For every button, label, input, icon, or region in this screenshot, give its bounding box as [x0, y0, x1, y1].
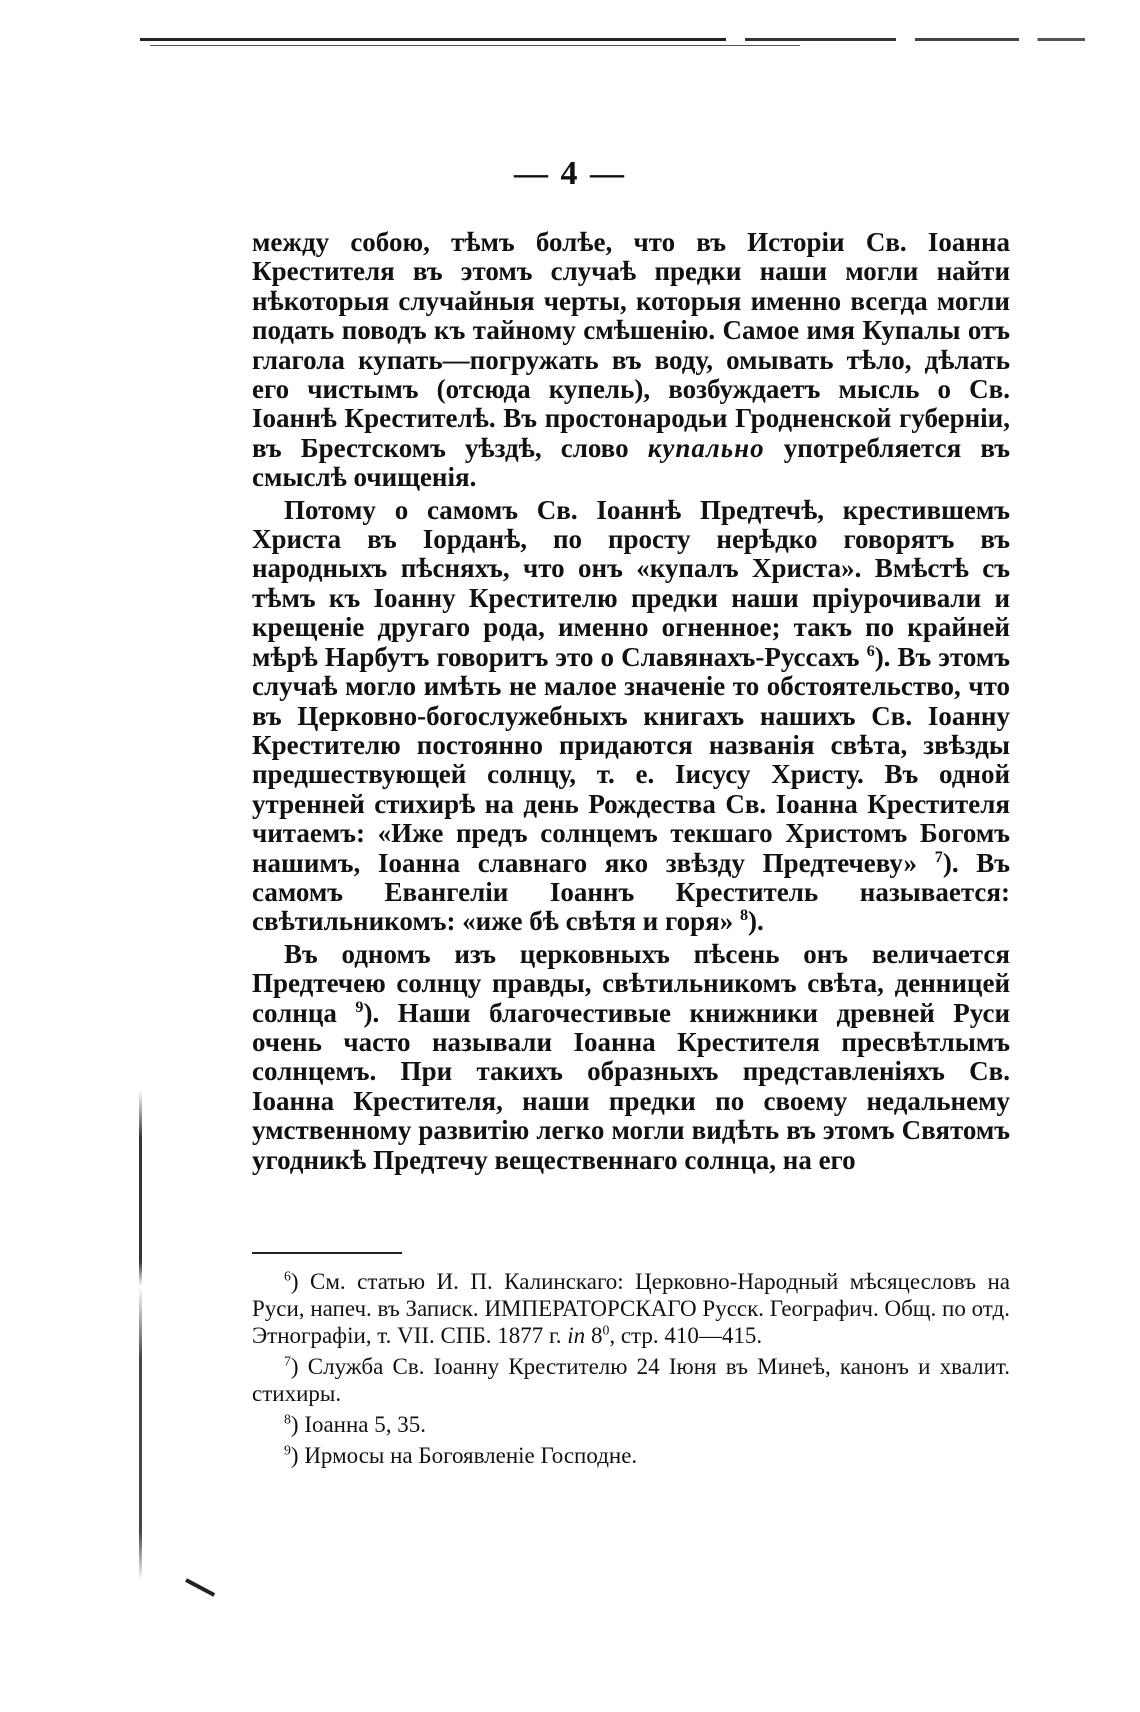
footnote-ref-6[interactable]: 6	[866, 641, 875, 660]
page-number: — 4 —	[514, 155, 626, 192]
paragraph-2-text-b: ). Въ этомъ случаѣ могло имѣть не малое значеніе то обстоятельство, что въ Церковно-богослужебныхъ книгахъ нашихъ Св. Іоанну Крестителю постоянно придаются названія свѣта, звѣзды предшествующей солнцу, т. е. Іисусу Христу. Въ одной утренней стихирѣ на день Рождества Св. Іоанна Крестителя читаемъ: «Иже предъ солнцемъ текшаго Христомъ Богомъ нашимъ, Іоанна славнаго яко звѣзду Предтечеву»	[252, 641, 1011, 878]
footnote-6-text-b: 8	[585, 1323, 603, 1348]
scan-artifact-top-rule-thin	[150, 45, 800, 46]
paragraph-2	[252, 496, 1010, 937]
footnote-6-mark: 6	[284, 1268, 291, 1284]
paragraph-1-text-b: употребляется въ смыслѣ очищенія.	[252, 432, 1010, 493]
footnote-ref-8[interactable]: 8	[739, 906, 749, 925]
footnotes-section	[252, 1268, 1010, 1473]
paragraph-3	[252, 940, 1010, 1175]
scan-artifact-corner-mark	[185, 1578, 215, 1597]
footnote-7-mark: 7	[284, 1353, 291, 1369]
paragraph-2-text-c: ). Въ самомъ Евангеліи Іоаннъ Креститель называется: свѣтильникомъ: «иже бѣ свѣтя и горя»	[252, 847, 1010, 937]
footnote-6	[252, 1268, 1010, 1349]
footnote-divider	[252, 1252, 402, 1254]
paragraph-2-text-d: ).	[748, 906, 764, 937]
footnote-ref-9[interactable]: 9	[355, 997, 364, 1016]
scan-artifact-left-edge	[139, 1090, 142, 1580]
footnote-6-text-a: ) См. статью И. П. Калинскаго: Церковно-Народный мѣсяцесловъ на Руси, напеч. въ Записк. ИМПЕРАТОРСКАГО Русск. Географич. Общ. по отд. Этнографіи, т. VII. СПБ. 1877 г.	[252, 1269, 1010, 1348]
footnote-8-mark: 8	[284, 1411, 291, 1427]
paragraph-1	[252, 228, 1010, 493]
scan-artifact-top-rule	[140, 38, 1085, 41]
paragraph-1-text-a: между собою, тѣмъ болѣе, что въ Исторіи Св. Іоанна Крестителя въ этомъ случаѣ предки наши могли найти нѣкоторыя случайныя черты, которыя именно всегда могли подать поводъ къ тайному смѣшенію. Самое имя Купалы отъ глагола купать—погружать въ воду, омывать тѣло, дѣлать его чистымъ (отсюда купель), возбуждаетъ мысль о Св. Іоаннѣ Крестителѣ. Въ простонародьи Гродненской губерніи, въ Брестскомъ уѣздѣ, слово	[252, 227, 1010, 463]
footnote-6-italic: in	[567, 1323, 586, 1348]
paragraph-1-emphasis: купально	[647, 432, 765, 463]
footnote-9	[252, 1442, 1010, 1469]
footnote-8-text: ) Іоанна 5, 35.	[290, 1412, 427, 1437]
paragraph-3-text-b: ). Наши благочестивые книжники древней Руси очень часто называли Іоанна Крестителя пресвѣтлымъ солнцемъ. При такихъ образныхъ представленіяхъ Св. Іоанна Крестителя, наши предки по своему недальнему умственному развитію легко могли видѣть въ этомъ Святомъ угодникѣ Предтечу вещественнаго солнца, на его	[252, 997, 1011, 1175]
footnote-9-text: ) Ирмосы на Богоявленіе Господне.	[290, 1443, 638, 1468]
footnote-6-text-c: , стр. 410—415.	[609, 1323, 763, 1348]
main-text-body	[252, 228, 1010, 1175]
footnote-8	[252, 1411, 1010, 1438]
footnote-7	[252, 1353, 1010, 1407]
footnote-ref-7[interactable]: 7	[934, 847, 943, 866]
footnote-9-mark: 9	[284, 1442, 291, 1458]
footnote-7-text: ) Служба Св. Іоанну Крестителю 24 Іюня въ Минеѣ, канонъ и хвалит. стихиры.	[252, 1354, 1010, 1406]
paragraph-3-text-a: Въ одномъ изъ церковныхъ пѣсень онъ величается Предтечею солнцу правды, свѣтильникомъ свѣта, денницей солнца	[252, 938, 1010, 1028]
paragraph-2-text-a: Потому о самомъ Св. Іоаннѣ Предтечѣ, крестившемъ Христа въ Іорданѣ, по просту нерѣдко говорятъ въ народныхъ пѣсняхъ, что онъ «купалъ Христа». Вмѣстѣ съ тѣмъ къ Іоанну Крестителю предки наши пріурочивали и крещеніе другаго рода, именно огненное; такъ по крайней мѣрѣ Нарбутъ говоритъ это о Славянахъ-Руссахъ	[252, 494, 1010, 672]
footnote-6-degree: 0	[602, 1322, 610, 1338]
